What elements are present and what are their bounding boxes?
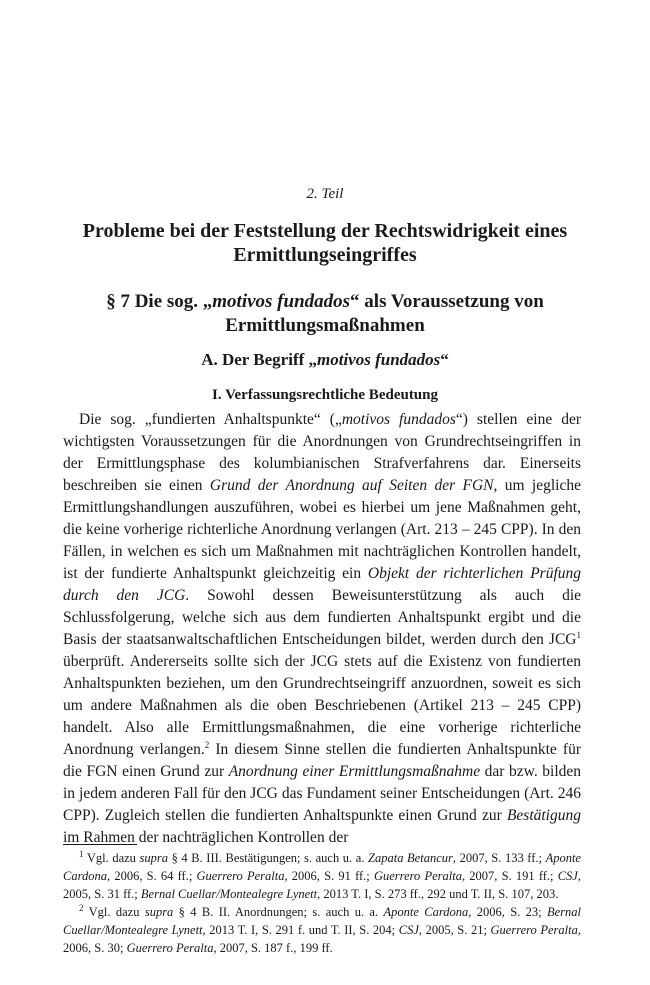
footnote-author: Guerrero Peralta xyxy=(373,869,462,883)
part-label: 2. Teil xyxy=(306,186,344,202)
body-run: dar bzw. bilden in jedem anderen Fall für den JCG das Fundament seiner Entscheidungen (Art. 246 CPP). Zugleich stellen die fundierten Anhaltspunkte einen Grund zur xyxy=(63,763,582,824)
chapter-heading: Probleme bei der Feststellung der Rechtswidrigkeit eines Ermittlungseingriffes xyxy=(82,220,568,266)
footnote-author: Guerrero Peralta xyxy=(490,923,578,937)
footnote-author: Aponte Cardona xyxy=(383,905,469,919)
body-run-italic: Grund der Anordnung auf Seiten der FGN xyxy=(209,477,494,494)
footnote-run: , 2006, S. 30; xyxy=(63,923,581,955)
body-run: Die sog. „fundierten Anhaltspunkte“ („ xyxy=(79,411,342,428)
footnote-run: , 2006, S. 64 ff.; xyxy=(107,869,197,883)
footnote-run: , 2006, S. 23; xyxy=(468,905,547,919)
body-paragraph xyxy=(63,409,581,849)
footnote-run: , 2005, S. 21; xyxy=(418,923,491,937)
section-heading xyxy=(90,290,560,338)
subsection-a-pre: A. Der Begriff „ xyxy=(201,350,318,369)
footnote-run: , 2007, S. 187 f., 199 ff. xyxy=(213,941,333,955)
footnote-number: 1 xyxy=(79,848,84,859)
footnote-author: Guerrero Peralta xyxy=(126,941,214,955)
footnote-author: CSJ xyxy=(398,923,419,937)
footnote-author: CSJ xyxy=(557,869,578,883)
section-heading-pre: § 7 Die sog. „ xyxy=(106,291,213,312)
footnote-run: § 4 B. III. Bestätigungen; s. auch u. a. xyxy=(167,851,369,865)
footnote-author: Zapata Betancur xyxy=(368,851,453,865)
footnote-run: Vgl. dazu xyxy=(83,851,140,865)
body-run: im Rahmen der nachträglichen Kontrollen der xyxy=(63,829,349,846)
footnote-ref-1[interactable]: 1 xyxy=(576,629,581,640)
footnote-1 xyxy=(63,849,581,903)
body-run: In diesem Sinne stellen die fundierten Anhaltspunkte für die FGN einen Grund zur xyxy=(63,741,581,780)
section-heading-post: “ als Voraussetzung von Ermittlungsmaßnahmen xyxy=(225,291,544,336)
footnote-run: , 2005, S. 31 ff.; xyxy=(63,869,581,901)
body-run-italic: motivos fundados xyxy=(341,411,456,428)
body-run: überprüft. Andererseits sollte sich der JCG stets auf die Existenz von fundierten Anhaltspunkten beziehen, um den Grundrechtseingriff anzuordnen, soweit es sich um andere Maßnahmen als die oben Beschriebenen (Artikel 213 – 245 CPP) handelt. Also alle Ermittlungsmaßnahmen, die eine vorherige richterliche Anordnung verlangen. xyxy=(63,653,581,758)
footnotes xyxy=(63,849,581,957)
body-text xyxy=(63,409,581,849)
footnote-number: 2 xyxy=(79,902,84,913)
body-run-italic: Objekt der richterlichen Prüfung durch den JCG xyxy=(63,565,582,604)
footnote-run: , 2007, S. 191 ff.; xyxy=(461,869,558,883)
footnote-author: Guerrero Peralta xyxy=(196,869,285,883)
footnote-run: , 2013 T. I, S. 291 f. und T. II, S. 204; xyxy=(202,923,399,937)
footnote-run-italic: supra xyxy=(139,851,168,865)
footnote-run-italic: supra xyxy=(144,905,174,919)
footnote-run: , 2006, S. 91 ff.; xyxy=(284,869,374,883)
footnote-author: Aponte Cardona xyxy=(63,851,581,883)
subsection-heading-i: I. Verfassungsrechtliche Bedeutung xyxy=(212,387,438,403)
subsection-heading-a xyxy=(0,350,650,370)
footnote-run: , 2013 T. I, S. 273 ff., 292 und T. II, S. 107, 203. xyxy=(317,887,559,901)
footnote-ref-2[interactable]: 2 xyxy=(204,739,210,750)
section-heading-em: motivos fundados xyxy=(212,291,351,312)
footnote-run: , 2007, S. 133 ff.; xyxy=(452,851,546,865)
body-run: . Sowohl dessen Beweisunterstützung als auch die Schlussfolgerung, welche sich aus dem fundierten Anhaltspunkt ergibt und die Basis der staatsanwaltschaftlichen Entscheidungen bildet, werden durch den JCG xyxy=(63,587,581,648)
body-run: “) stellen eine der wichtigsten Voraussetzungen für die Anordnungen von Grundrechtseingriffen in der Ermittlungsphase des kolumbianischen Strafverfahrens dar. Einerseits beschreiben sie einen xyxy=(63,411,581,494)
footnote-2 xyxy=(63,903,581,957)
footnote-run: § 4 B. II. Anordnungen; s. auch u. a. xyxy=(173,905,384,919)
body-run-italic: Bestätigung xyxy=(506,807,581,824)
subsection-a-em: motivos fundados xyxy=(317,350,441,369)
subsection-a-post: “ xyxy=(440,350,449,369)
body-run-italic: Anordnung einer Ermittlungsmaßnahme xyxy=(228,763,481,780)
footnote-separator xyxy=(63,844,137,845)
footnote-author: Bernal Cuellar/Montealegre Lynett xyxy=(140,887,318,901)
body-run: , um jegliche Ermittlungshandlungen auszuführen, wobei es hierbei um jene Maßnahmen geht, die keine vorherige richterliche Anordnung verlangen (Art. 213 – 245 CPP). In den Fällen, in welchen es sich um Maßnahmen mit nachträglichen Kontrollen handelt, ist der fundierte Anhaltspunkt gleichzeitig ein xyxy=(63,477,581,582)
footnote-author: Bernal Cuellar/Montealegre Lynett xyxy=(63,905,581,937)
footnote-run: Vgl. dazu xyxy=(83,905,145,919)
